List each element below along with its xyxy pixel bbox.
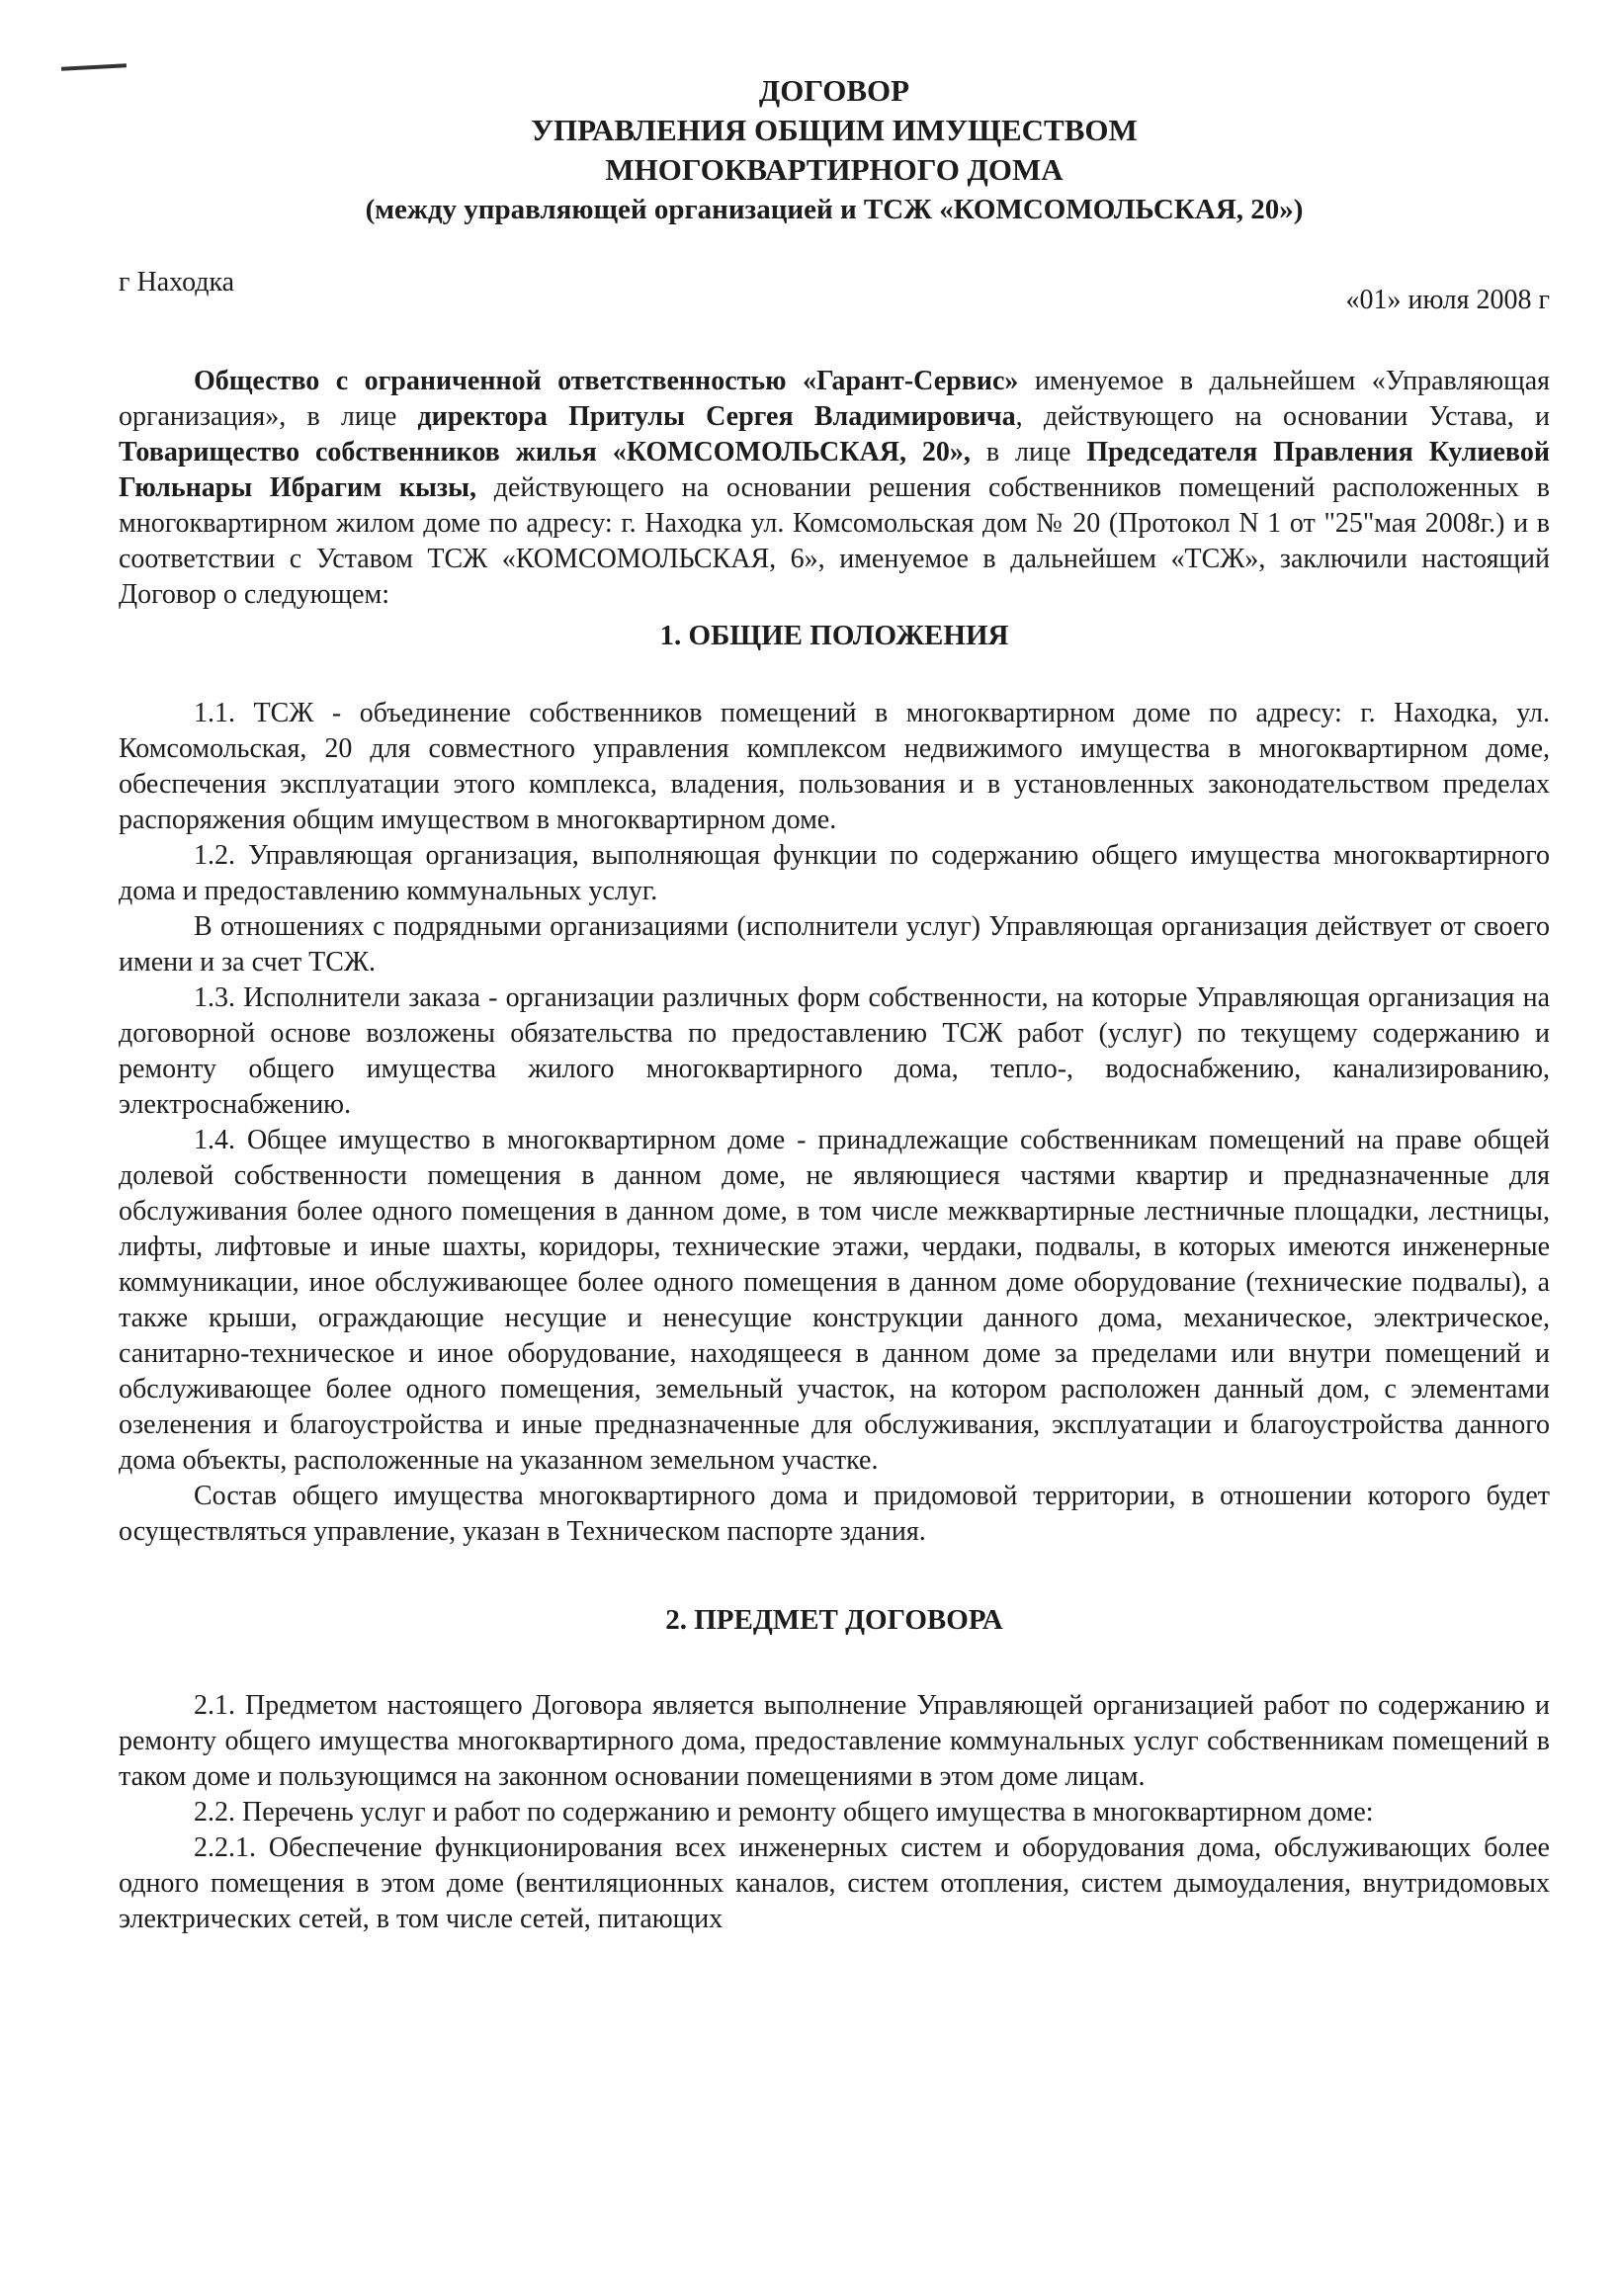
party-2: Товарищество собственников жилья «КОМСОМОЛЬСКАЯ, 20», bbox=[119, 437, 971, 468]
clause-2-2-1: 2.2.1. Обеспечение функционирования всех инженерных систем и оборудования дома, обслуживающих более одного помещения в этом доме (вентиляционных каналов, систем отопления, систем дымоудаления, внутридомовых электрических сетей, в том числе сетей, питающих bbox=[119, 1832, 1550, 1934]
document-title bbox=[119, 71, 1550, 229]
title-line-1: ДОГОВОР bbox=[758, 73, 910, 108]
intro-text-3: в лице bbox=[970, 437, 1087, 468]
title-line-2: УПРАВЛЕНИЯ ОБЩИМ ИМУЩЕСТВОМ bbox=[531, 113, 1138, 147]
document-page bbox=[119, 71, 1550, 1937]
date: «01» июля 2008 г bbox=[1345, 285, 1550, 315]
clause-2-2: 2.2. Перечень услуг и работ по содержанию и ремонту общего имущества в многоквартирном доме: bbox=[194, 1797, 1374, 1828]
intro-text-2: , действующего на основании Устава, и bbox=[1015, 401, 1550, 432]
party-1: Общество с ограниченной ответственностью «Гарант-Сервис» bbox=[194, 366, 1019, 396]
clause-1-2-continued: В отношениях с подрядными организациями (исполнители услуг) Управляющая организация действует от своего имени и за счет ТСЖ. bbox=[119, 911, 1550, 978]
title-line-4: (между управляющей организацией и ТСЖ «КОМСОМОЛЬСКАЯ, 20») bbox=[365, 194, 1304, 225]
clause-1-2: 1.2. Управляющая организация, выполняющая функции по содержанию общего имущества многоквартирного дома и предоставлению коммунальных услуг. bbox=[119, 840, 1550, 906]
clause-1-1: 1.1. ТСЖ - объединение собственников помещений в многоквартирном доме по адресу: г. Находка, ул. Комсомольская, 20 для совместного управления комплексом недвижимого имущества в многоквартирном доме, обеспечения эксплуатации этого комплекса, владения, пользования и в установленных законодательством пределах распоряжения общим имуществом в многоквартирном доме. bbox=[119, 698, 1550, 835]
intro-text-1: именуемое в дальнейшем «Управляющая организация», в лице bbox=[119, 366, 1550, 432]
party-1-representative: директора Притулы Сергея Владимировича bbox=[417, 401, 1016, 432]
clause-2-1: 2.1. Предметом настоящего Договора является выполнение Управляющей организацией работ по содержанию и ремонту общего имущества многоквартирного дома, предоставление коммунальных услуг собственникам помещений в таком доме и пользующимся на законном основании помещениями в этом доме лицам. bbox=[119, 1690, 1550, 1792]
title-line-3: МНОГОКВАРТИРНОГО ДОМА bbox=[605, 152, 1064, 187]
city: г Находка bbox=[119, 267, 235, 298]
party-2-representative: Председателя Правления Кулиевой Гюльнары Ибрагим кызы, bbox=[119, 437, 1550, 503]
intro-text-4: действующего на основании решения собственников помещений расположенных в многоквартирном жилом доме по адресу: г. Находка ул. Комсомольская дом № 20 (Протокол N 1 от "25"мая 2008г.) и в соответствии с Уставом ТСЖ «КОМСОМОЛЬСКАЯ, 6», именуемое в дальнейшем «ТСЖ», заключили настоящий Договор о следующем: bbox=[119, 472, 1550, 610]
scan-mark bbox=[61, 63, 127, 70]
section-1-heading: 1. ОБЩИЕ ПОЛОЖЕНИЯ bbox=[659, 620, 1009, 651]
intro-paragraph bbox=[119, 364, 1550, 613]
document-meta bbox=[119, 267, 1550, 336]
section-2-heading: 2. ПРЕДМЕТ ДОГОВОРА bbox=[665, 1604, 1003, 1636]
clause-1-3: 1.3. Исполнители заказа - организации различных форм собственности, на которые Управляющая организация на договорной основе возложены обязательства по предоставлению ТСЖ работ (услуг) по текущему содержанию и ремонту общего имущества жилого многоквартирного дома, тепло-, водоснабжению, канализированию, электроснабжению. bbox=[119, 982, 1550, 1120]
clause-1-4-composition: Состав общего имущества многоквартирного дома и придомовой территории, в отношении которого будет осуществляться управление, указан в Техническом паспорте здания. bbox=[119, 1481, 1550, 1547]
clause-1-4: 1.4. Общее имущество в многоквартирном доме - принадлежащие собственникам помещений на праве общей долевой собственности помещения в данном доме, не являющиеся частями квартир и предназначенные для обслуживания более одного помещения в данном доме, в том числе межквартирные лестничные площадки, лестницы, лифты, лифтовые и иные шахты, коридоры, технические этажи, чердаки, подвалы, в которых имеются инженерные коммуникации, иное обслуживающее более одного помещения в данном доме оборудование (технические подвалы), а также крыши, ограждающие несущие и ненесущие конструкции данного дома, механическое, электрическое, санитарно-техническое и иное оборудование, находящееся в данном доме за пределами или внутри помещений и обслуживающее более одного помещения, земельный участок, на котором расположен данный дом, с элементами озеленения и благоустройства и иные предназначенные для обслуживания, эксплуатации и благоустройства данного дома объекты, расположенные на указанном земельном участке. bbox=[119, 1125, 1550, 1476]
